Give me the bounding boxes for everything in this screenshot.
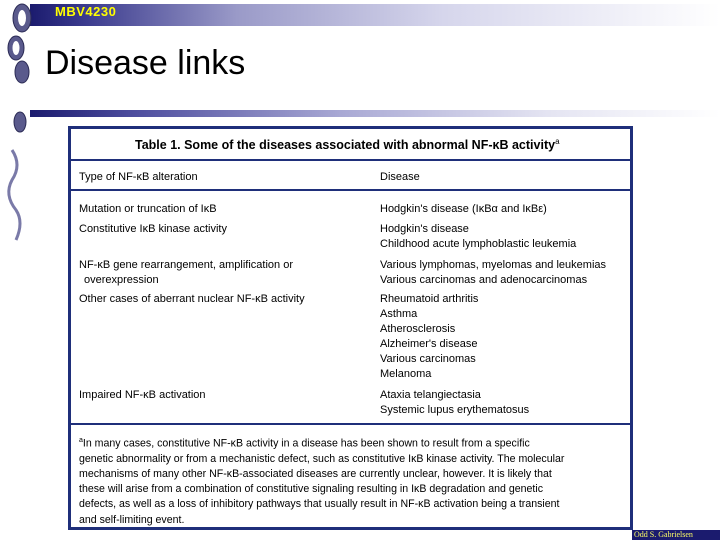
alteration-text: NF-κB gene rearrangement, amplification or	[79, 259, 293, 271]
disease-text: Rheumatoid arthritis	[380, 293, 479, 305]
footnote-mark: a	[79, 437, 83, 444]
disease-text: Atherosclerosis	[380, 323, 456, 335]
table-title-footnote-mark: a	[555, 137, 560, 146]
table-row-diseases	[380, 292, 478, 382]
footnote-line: these will arise from a combination of constitutive signaling resulting in IκB degradation and genetic	[79, 483, 544, 496]
footnote-line	[79, 433, 627, 452]
course-code: MBV4230	[55, 4, 117, 19]
table-row-diseases	[380, 388, 529, 418]
alteration-text: Impaired NF-κB activation	[79, 389, 206, 401]
page-title: Disease links	[45, 44, 246, 82]
column-header-alteration: Type of NF-κB alteration	[79, 171, 198, 183]
table-row-alteration	[79, 258, 293, 288]
table-row-diseases	[380, 202, 547, 217]
footnote-line: genetic abnormality or from a mechanistic defect, such as constitutive IκB kinase activity. The molecular	[79, 452, 565, 465]
footnote-line: mechanisms of many other NF-κB-associated diseases are currently unclear, however. It is likely that	[79, 467, 552, 480]
table-row-alteration	[79, 222, 227, 237]
footnote-text: In many cases, constitutive NF-κB activity in a disease has been shown to result from a specific	[82, 437, 530, 450]
alteration-text: Other cases of aberrant nuclear NF-κB activity	[79, 293, 305, 305]
table-rule-top	[71, 159, 630, 161]
table-rule-header	[71, 189, 630, 191]
disease-text: Various lymphomas, myelomas and leukemias	[380, 259, 606, 271]
footnote-line: defects, as well as a loss of inhibitory pathways that usually result in NF-κB activation being a transient	[79, 498, 560, 511]
disease-text: Asthma	[380, 308, 418, 320]
disease-text: Systemic lupus erythematosus	[380, 404, 530, 416]
disease-text: Ataxia telangiectasia	[380, 389, 481, 401]
alteration-text: Mutation or truncation of IκB	[79, 203, 217, 215]
disease-text: Hodgkin's disease	[380, 223, 469, 235]
table-rule-footnote	[71, 423, 630, 425]
table-row-alteration	[79, 202, 217, 217]
disease-text: Various carcinomas	[380, 353, 476, 365]
table-row-diseases	[380, 258, 606, 288]
alteration-text: overexpression	[84, 274, 159, 286]
disease-text: Childhood acute lymphoblastic leukemia	[380, 238, 577, 250]
disease-text: Hodgkin's disease (IκBα and IκBε)	[380, 203, 547, 215]
chain-ornament-icon	[0, 0, 40, 250]
table-title-text: Table 1. Some of the diseases associated with abnormal NF-κB activity	[135, 138, 556, 153]
author-credit: Odd S. Gabrielsen	[634, 530, 693, 539]
header-bar	[30, 4, 720, 26]
footnote-line: and self-limiting event.	[79, 513, 185, 526]
disease-table	[71, 129, 630, 527]
disease-table-figure	[68, 126, 633, 530]
disease-text: Alzheimer's disease	[380, 338, 478, 350]
alteration-text: Constitutive IκB kinase activity	[79, 223, 227, 235]
table-footnote	[79, 433, 627, 528]
title-divider	[30, 110, 720, 117]
disease-text: Various carcinomas and adenocarcinomas	[380, 274, 588, 286]
disease-text: Melanoma	[380, 368, 432, 380]
table-title	[135, 137, 560, 152]
table-row-alteration	[79, 388, 206, 403]
column-header-disease: Disease	[380, 171, 420, 183]
table-row-alteration	[79, 292, 305, 307]
table-row-diseases	[380, 222, 576, 252]
